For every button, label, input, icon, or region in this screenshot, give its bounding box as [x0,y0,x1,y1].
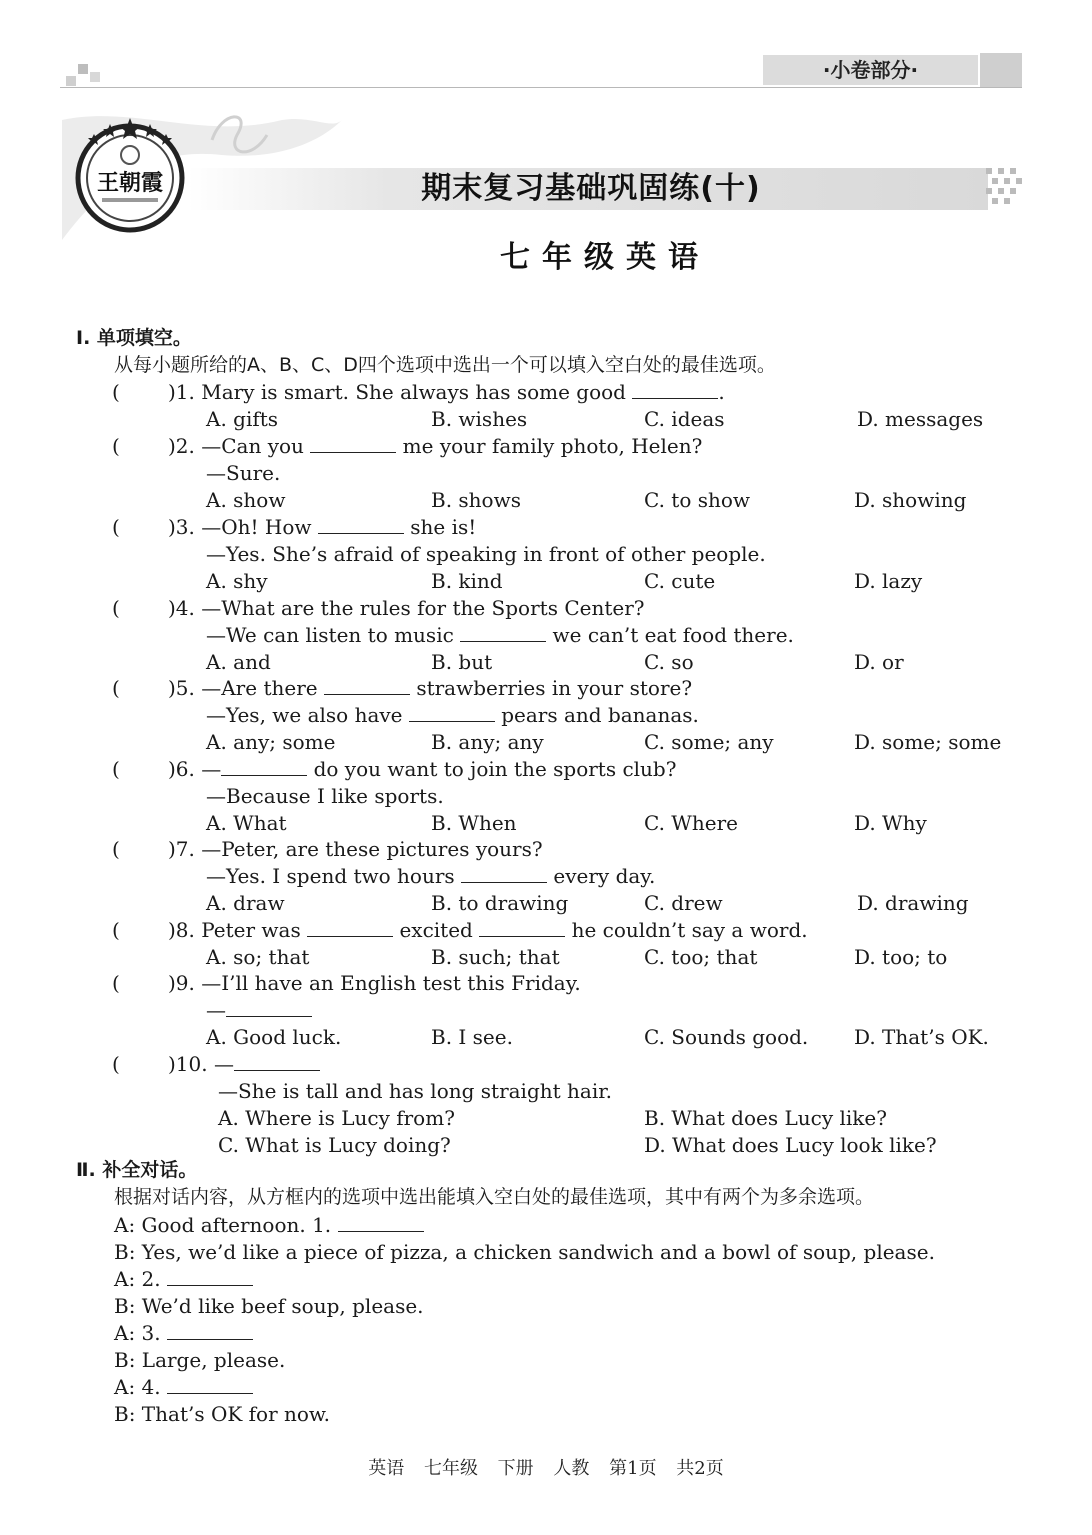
q2-option-d: D. showing [854,488,967,512]
q3-option-a: A. shy [206,569,268,593]
section-tag: ·小卷部分· [763,55,978,85]
answer-blank[interactable] [318,515,404,534]
q10-stem: )10. — [168,1051,320,1078]
q5-option-b: B. any; any [431,730,544,754]
logo-text: 王朝霞 [96,170,164,196]
q3-option-d: D. lazy [854,569,923,593]
q1-stem: )1. Mary is smart. She always has some good . [168,380,725,404]
section1-instruction: 从每小题所给的A、B、C、D四个选项中选出一个可以填入空白处的最佳选项。 [114,354,776,376]
q2-option-c: C. to show [644,488,751,512]
q4-bracket: ( [112,596,120,620]
q3-stem: )3. —Oh! How she is! [168,515,477,539]
q7-option-b: B. to drawing [431,891,569,915]
answer-blank[interactable] [226,998,312,1017]
dialog-line-8: B: That’s OK for now. [114,1402,331,1426]
q2-reply: —Sure. [206,461,281,485]
q6-option-b: B. When [431,811,517,835]
answer-blank[interactable] [479,918,565,937]
q5-reply: —Yes, we also have pears and bananas. [206,703,699,727]
q4-option-c: C. so [644,650,694,674]
section1-heading: Ⅰ. 单项填空。 [76,327,192,349]
q6-option-c: C. Where [644,811,738,835]
corner-squares-decoration [66,64,106,88]
answer-blank[interactable] [632,380,718,399]
q4-option-b: B. but [431,650,493,674]
q9-option-a: A. Good luck. [206,1025,342,1049]
q10-bracket: ( [112,1052,120,1076]
q9-option-c: C. Sounds good. [644,1025,809,1049]
q1-option-b: B. wishes [431,407,528,431]
q2-bracket: ( [112,434,120,458]
q4-stem: )4. —What are the rules for the Sports Center? [168,596,645,620]
answer-blank[interactable] [167,1375,253,1394]
q4-reply: —We can listen to music we can’t eat food there. [206,623,794,647]
q9-option-d: D. That’s OK. [854,1025,989,1049]
q4-option-a: A. and [206,650,271,674]
dialog-line-4: B: We’d like beef soup, please. [114,1294,424,1318]
q9-bracket: ( [112,971,120,995]
q10-reply: —She is tall and has long straight hair. [218,1079,612,1103]
answer-blank[interactable] [460,623,546,642]
q6-reply: —Because I like sports. [206,784,444,808]
q8-bracket: ( [112,918,120,942]
q6-stem: )6. — do you want to join the sports club? [168,757,677,781]
q5-option-d: D. some; some [854,730,1002,754]
q5-stem: )5. —Are there strawberries in your store? [168,676,693,700]
q8-option-d: D. too; to [854,945,948,969]
q3-option-b: B. kind [431,569,503,593]
q8-option-b: B. such; that [431,945,560,969]
answer-blank[interactable] [324,676,410,695]
answer-blank[interactable] [167,1321,253,1340]
dialog-line-3: A: 2. [114,1266,253,1293]
q3-reply: —Yes. She’s afraid of speaking in front of other people. [206,542,766,566]
answer-blank[interactable] [307,918,393,937]
q10-option-b: B. What does Lucy like? [644,1106,887,1130]
header-rule [60,87,1022,88]
q7-bracket: ( [112,837,120,861]
q1-option-d: D. messages [857,407,984,431]
q2-option-a: A. show [206,488,286,512]
main-title: 期末复习基础巩固练(十) [421,171,761,206]
q6-option-a: A. What [206,811,287,835]
q9-option-b: B. I see. [431,1025,513,1049]
dialog-line-2: B: Yes, we’d like a piece of pizza, a chicken sandwich and a bowl of soup, please. [114,1240,935,1264]
answer-blank[interactable] [409,703,495,722]
q6-bracket: ( [112,757,120,781]
section2-instruction: 根据对话内容，从方框内的选项中选出能填入空白处的最佳选项，其中有两个为多余选项。 [114,1186,875,1208]
q10-option-d: D. What does Lucy look like? [644,1133,937,1157]
q10-option-c: C. What is Lucy doing? [218,1133,451,1157]
q8-stem: )8. Peter was excited he couldn’t say a word. [168,918,808,942]
q9-stem: )9. —I’ll have an English test this Friday. [168,971,581,995]
q7-option-c: C. drew [644,891,723,915]
q8-option-c: C. too; that [644,945,758,969]
tag-edge-decoration [980,53,1022,87]
q9-reply: — [206,997,312,1024]
answer-blank[interactable] [461,864,547,883]
page-footer: 英语 七年级 下册 人教 第1页 共2页 [368,1458,724,1479]
answer-blank[interactable] [234,1052,320,1071]
answer-blank[interactable] [310,434,396,453]
q3-bracket: ( [112,515,120,539]
q6-option-d: D. Why [854,811,927,835]
q1-option-c: C. ideas [644,407,725,431]
section2-heading: Ⅱ. 补全对话。 [76,1159,198,1181]
q10-option-a: A. Where is Lucy from? [218,1106,455,1130]
dialog-line-5: A: 3. [114,1320,253,1347]
dialog-line-1: A: Good afternoon. 1. [114,1212,424,1239]
dialog-line-7: A: 4. [114,1374,253,1401]
q3-option-c: C. cute [644,569,716,593]
q5-bracket: ( [112,676,120,700]
answer-blank[interactable] [167,1267,253,1286]
answer-blank[interactable] [338,1213,424,1232]
q7-option-a: A. draw [206,891,285,915]
sub-title: 七年级英语 [500,240,710,275]
q5-option-c: C. some; any [644,730,774,754]
q1-bracket: ( [112,380,120,404]
q4-option-d: D. or [854,650,904,674]
q2-stem: )2. —Can you me your family photo, Helen? [168,434,703,458]
q7-reply: —Yes. I spend two hours every day. [206,864,656,888]
q2-option-b: B. shows [431,488,521,512]
q7-option-d: D. drawing [857,891,969,915]
q7-stem: )7. —Peter, are these pictures yours? [168,837,543,861]
dialog-line-6: B: Large, please. [114,1348,286,1372]
q8-option-a: A. so; that [206,945,310,969]
q5-option-a: A. any; some [206,730,336,754]
q1-option-a: A. gifts [206,407,279,431]
answer-blank[interactable] [221,757,307,776]
